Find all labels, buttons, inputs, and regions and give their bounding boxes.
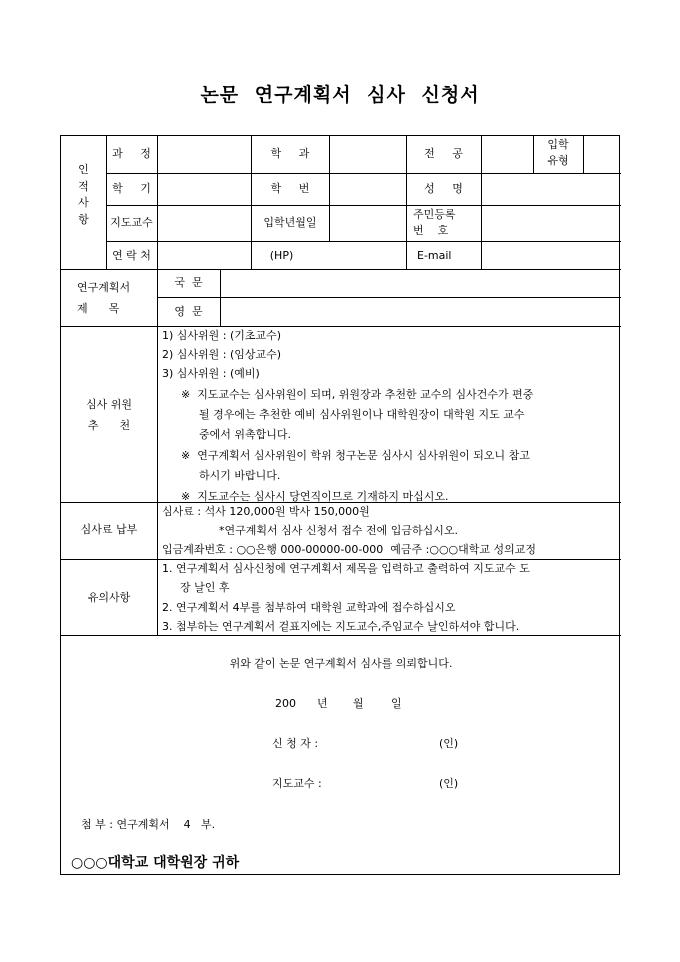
year-field[interactable]: 200 [275, 697, 296, 710]
application-form [60, 135, 620, 875]
request-sentence: 위와 같이 논문 연구계획서 심사를 의뢰합니다. [229, 657, 453, 670]
note-3: 3. 첨부하는 연구계획서 겉표지에는 지도교수,주임교수 날인하셔야 합니다. [162, 620, 520, 633]
committee-note-1: ※ 지도교수는 심사위원이 되며, 위원장과 추천한 교수의 심사건수가 편중 [181, 388, 534, 401]
applicant-seal[interactable]: (인) [439, 737, 459, 750]
name-field[interactable] [481, 173, 621, 205]
major-field[interactable] [481, 136, 533, 173]
semester-label: 학 기 [112, 182, 151, 195]
committee-note-1b: 될 경우에는 추천한 예비 심사위원이나 대학원장이 대학원 지도 교수 [199, 408, 525, 421]
advisor-signature-label: 지도교수 : [272, 777, 322, 790]
course-field[interactable] [157, 136, 251, 173]
note-1b: 장 날인 후 [180, 581, 230, 594]
name-label: 성 명 [424, 182, 463, 195]
committee-member-1[interactable]: 1) 심사위원 : (기초교수) [162, 329, 282, 342]
admission-type-label: 입학 유형 [547, 138, 569, 167]
fee-amount: 심사료 : 석사 120,000원 박사 150,000원 [162, 505, 370, 518]
form-title: 논문 연구계획서 심사 신청서 [200, 84, 480, 106]
note-2: 2. 연구계획서 4부를 첨부하여 대학원 교학과에 접수하십시오 [162, 601, 456, 614]
student-id-label: 학 번 [270, 182, 310, 195]
day-unit: 일 [391, 697, 402, 710]
plan-title-label-2: 제 목 [77, 302, 120, 315]
fee-deadline-note: *연구계획서 심사 신청서 접수 전에 입금하십시오. [219, 524, 458, 537]
committee-member-3[interactable]: 3) 심사위원 : (예비) [162, 367, 260, 380]
admission-date-field[interactable] [329, 205, 406, 241]
advisor-label: 지도교수 [110, 216, 153, 229]
contact-label: 연 락 처 [112, 249, 151, 262]
korean-title-field[interactable] [220, 269, 621, 297]
plan-title-label: 연구계획서 [77, 281, 131, 294]
notes-label: 유의사항 [87, 591, 131, 604]
email-field[interactable] [481, 241, 621, 269]
admission-date-label: 입학년월일 [263, 216, 317, 229]
committee-label: 심사 위원 [85, 398, 132, 411]
personal-info-label: 인 적 사 항 [78, 163, 89, 226]
attachment-note: 첨 부 : 연구계획서 4 부. [81, 818, 216, 831]
applicant-label: 신 청 자 : [272, 737, 319, 750]
committee-note-2: ※ 연구계획서 심사위원이 학위 청구논문 심사시 심사위원이 되오니 참고 [181, 449, 530, 462]
fee-account: 입금계좌번호 : ○○은행 000-00000-00-000 예금주 :○○○대학교 성의교정 [162, 543, 537, 556]
major-label: 전 공 [424, 147, 463, 160]
phone-field[interactable]: (HP) [269, 249, 294, 262]
english-title-field[interactable] [220, 297, 621, 326]
semester-field[interactable] [157, 173, 251, 205]
committee-note-1c: 중에서 위촉합니다. [199, 428, 292, 441]
committee-note-3: ※ 지도교수는 심사시 당연직이므로 기재하지 마십시오. [181, 490, 449, 503]
student-id-field[interactable] [329, 173, 406, 205]
advisor-seal[interactable]: (인) [439, 777, 459, 790]
admission-type-field[interactable] [583, 136, 621, 173]
fee-label: 심사료 납부 [80, 523, 138, 536]
month-unit: 월 [353, 697, 364, 710]
advisor-field[interactable] [157, 205, 251, 241]
email-label: E-mail [417, 249, 452, 262]
recipient: ○○○대학교 대학원장 귀하 [71, 855, 240, 871]
department-field[interactable] [329, 136, 406, 173]
department-label: 학 과 [270, 147, 310, 160]
committee-member-2[interactable]: 2) 심사위원 : (임상교수) [162, 348, 282, 361]
course-label: 과 정 [112, 147, 151, 160]
year-unit: 년 [317, 697, 328, 710]
korean-title-label: 국 문 [174, 276, 203, 289]
note-1: 1. 연구계획서 심사신청에 연구계획서 제목을 입력하고 출력하여 지도교수 도 [162, 562, 530, 575]
resident-number-field[interactable] [481, 205, 621, 241]
committee-label-2: 추 천 [87, 419, 131, 432]
committee-note-2b: 하시기 바랍니다. [199, 469, 281, 482]
resident-number-label: 주민등록 번 호 [413, 208, 456, 237]
english-title-label: 영 문 [174, 305, 203, 318]
